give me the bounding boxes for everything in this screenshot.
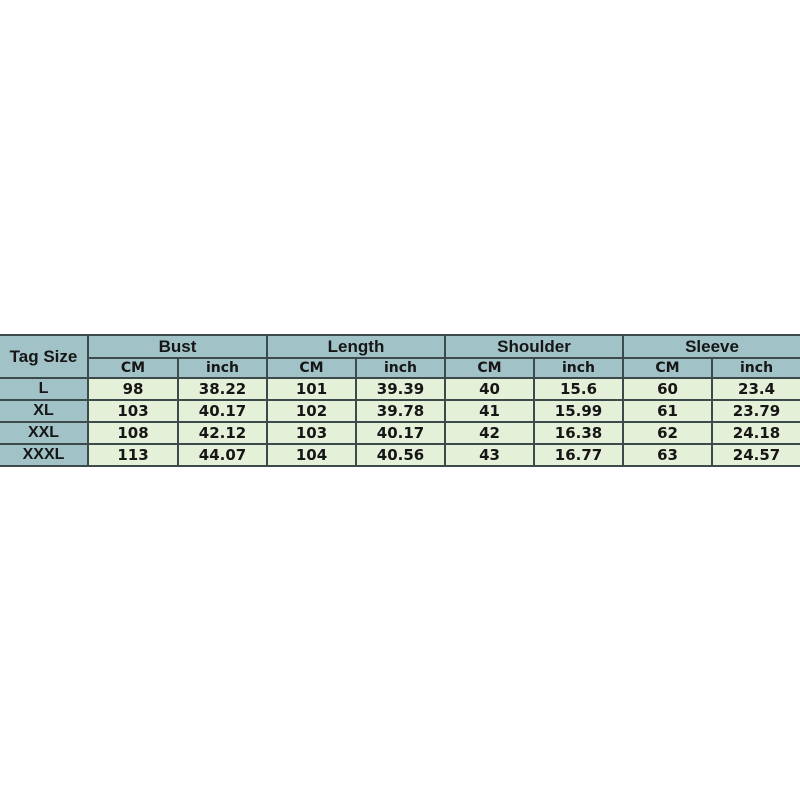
value-cell: 98 (88, 378, 178, 400)
value-cell: 60 (623, 378, 712, 400)
table-row (0, 422, 800, 444)
unit-header-cell: CM (445, 358, 534, 378)
value-cell: 23.4 (712, 378, 800, 400)
value-cell: 40 (445, 378, 534, 400)
unit-header-cell: CM (623, 358, 712, 378)
unit-header-cell: inch (534, 358, 623, 378)
value-cell: 113 (88, 444, 178, 466)
value-cell: 15.6 (534, 378, 623, 400)
value-cell: 104 (267, 444, 356, 466)
value-cell: 24.18 (712, 422, 800, 444)
size-label-cell: XXL (0, 422, 88, 444)
unit-header-cell: inch (178, 358, 267, 378)
value-cell: 61 (623, 400, 712, 422)
group-header-bust: Bust (88, 335, 267, 358)
value-cell: 38.22 (178, 378, 267, 400)
value-cell: 101 (267, 378, 356, 400)
unit-header-cell: inch (356, 358, 445, 378)
table-row (0, 444, 800, 466)
size-label-cell: XL (0, 400, 88, 422)
group-header-row (0, 335, 800, 358)
size-chart-container (0, 334, 800, 467)
size-chart-table (0, 334, 800, 467)
corner-header-cell: Tag Size (0, 335, 88, 378)
value-cell: 44.07 (178, 444, 267, 466)
value-cell: 63 (623, 444, 712, 466)
size-label-cell: XXXL (0, 444, 88, 466)
value-cell: 23.79 (712, 400, 800, 422)
value-cell: 39.78 (356, 400, 445, 422)
value-cell: 42 (445, 422, 534, 444)
value-cell: 103 (88, 400, 178, 422)
group-header-length: Length (267, 335, 445, 358)
value-cell: 15.99 (534, 400, 623, 422)
unit-header-cell: CM (88, 358, 178, 378)
unit-header-cell: CM (267, 358, 356, 378)
value-cell: 102 (267, 400, 356, 422)
value-cell: 43 (445, 444, 534, 466)
group-header-shoulder: Shoulder (445, 335, 623, 358)
size-label-cell: L (0, 378, 88, 400)
group-header-sleeve: Sleeve (623, 335, 800, 358)
value-cell: 16.38 (534, 422, 623, 444)
value-cell: 62 (623, 422, 712, 444)
value-cell: 41 (445, 400, 534, 422)
value-cell: 16.77 (534, 444, 623, 466)
value-cell: 42.12 (178, 422, 267, 444)
table-row (0, 400, 800, 422)
value-cell: 103 (267, 422, 356, 444)
value-cell: 40.56 (356, 444, 445, 466)
value-cell: 108 (88, 422, 178, 444)
unit-header-cell: inch (712, 358, 800, 378)
value-cell: 40.17 (178, 400, 267, 422)
value-cell: 40.17 (356, 422, 445, 444)
value-cell: 39.39 (356, 378, 445, 400)
unit-header-row (0, 358, 800, 378)
table-row (0, 378, 800, 400)
value-cell: 24.57 (712, 444, 800, 466)
